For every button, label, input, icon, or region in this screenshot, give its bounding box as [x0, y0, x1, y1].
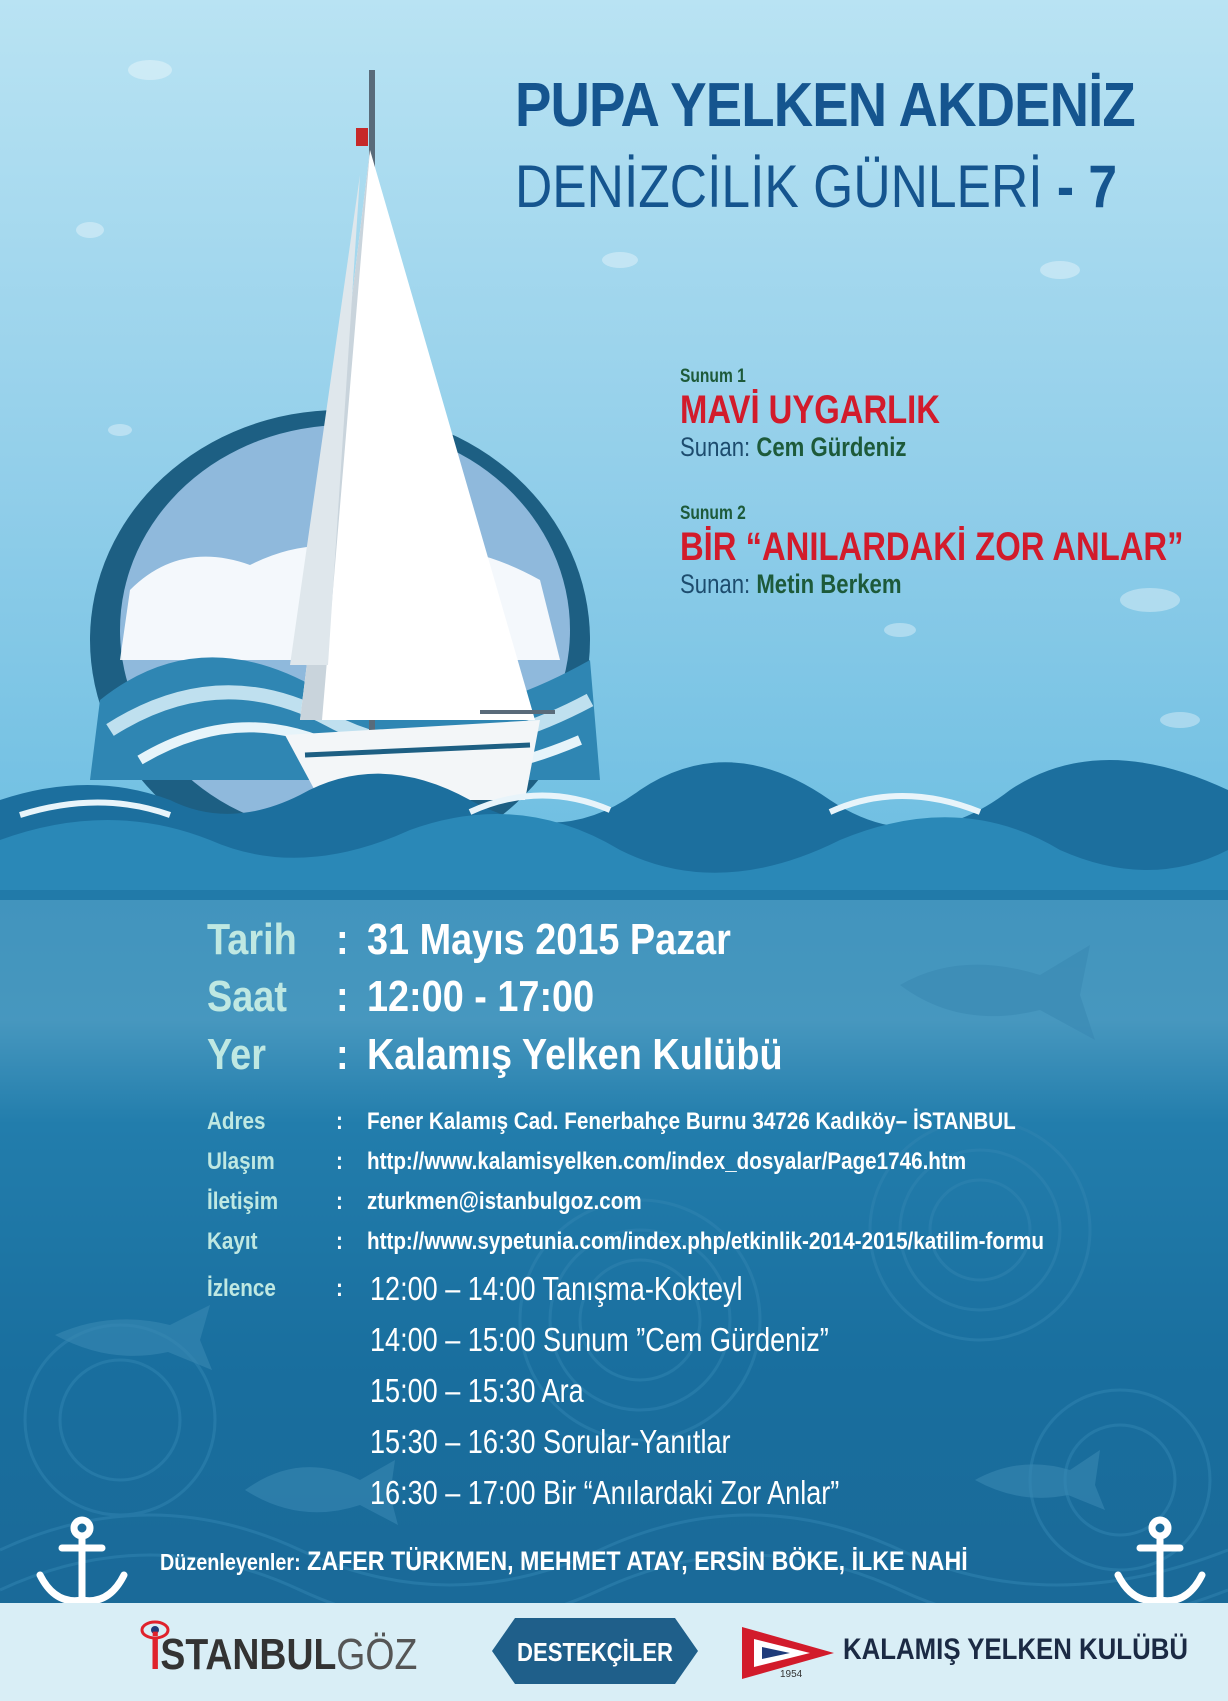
- detail-key: Adres: [207, 1108, 266, 1135]
- supporters-label: DESTEKÇİLER: [517, 1637, 673, 1667]
- detail-colon: :: [336, 1148, 343, 1175]
- detail-value: Kalamış Yelken Kulübü: [366, 1030, 783, 1079]
- detail-row-time: [207, 972, 594, 1022]
- registration-link[interactable]: http://www.sypetunia.com/index.php/etkinlik-2014-2015/katilim-formu: [366, 1228, 1045, 1255]
- detail-colon: :: [336, 1228, 343, 1255]
- detail-row-place: [207, 1030, 783, 1080]
- presenter-label: Sunan:: [680, 569, 751, 599]
- logo-goz: GÖZ: [336, 1630, 418, 1679]
- program-item: 14:00 – 15:00 Sunum ”Cem Gürdeniz”: [370, 1321, 829, 1358]
- logo-main: STANBUL: [160, 1630, 337, 1679]
- detail-key: Ulaşım: [207, 1148, 275, 1175]
- presentation-label: Sunum 1: [680, 366, 746, 387]
- club-name: KALAMIŞ YELKEN KULÜBÜ: [843, 1633, 1188, 1666]
- program-item: 15:00 – 15:30 Ara: [370, 1372, 584, 1409]
- presentation-1: [680, 366, 940, 463]
- presenter-name: Cem Gürdeniz: [756, 432, 907, 462]
- detail-row-address: [207, 1108, 1016, 1136]
- program-item: 16:30 – 17:00 Bir “Anılardaki Zor Anlar”: [370, 1474, 840, 1511]
- presenter-label: Sunan:: [680, 432, 751, 462]
- organizers-names: ZAFER TÜRKMEN, MEHMET ATAY, ERSİN BÖKE, İLKE NAHİ: [307, 1546, 968, 1576]
- detail-colon: :: [336, 972, 349, 1021]
- detail-colon: :: [336, 1275, 343, 1302]
- detail-key: Kayıt: [207, 1228, 258, 1255]
- organizers-label: Düzenleyenler:: [160, 1549, 301, 1575]
- detail-value: 31 Mayıs 2015 Pazar: [366, 915, 731, 964]
- contact-email-link[interactable]: zturkmen@istanbulgoz.com: [366, 1188, 642, 1215]
- detail-colon: :: [336, 1108, 343, 1135]
- detail-colon: :: [336, 915, 349, 964]
- istanbul-goz-logo: [150, 1630, 417, 1680]
- detail-key: İletişim: [207, 1188, 279, 1215]
- organizers: [160, 1546, 968, 1577]
- presenter-name: Metin Berkem: [756, 569, 902, 599]
- detail-row-date: [207, 915, 731, 965]
- detail-row-program: [207, 1275, 367, 1303]
- detail-key: İzlence: [207, 1275, 276, 1302]
- program-item: 12:00 – 14:00 Tanışma-Kokteyl: [370, 1270, 743, 1307]
- event-title-line2: [515, 152, 1117, 221]
- presentation-title: MAVİ UYGARLIK: [680, 388, 940, 432]
- event-title-text: DENİZCİLİK GÜNLERİ: [515, 153, 1043, 220]
- presentation-title: BİR “ANILARDAKİ ZOR ANLAR”: [680, 525, 1184, 569]
- transport-link[interactable]: http://www.kalamisyelken.com/index_dosyalar/Page1746.htm: [366, 1148, 967, 1175]
- event-number: - 7: [1056, 153, 1118, 220]
- detail-value: 12:00 - 17:00: [366, 972, 595, 1021]
- club-year: 1954: [780, 1669, 803, 1680]
- detail-key: Saat: [207, 972, 287, 1021]
- detail-row-registration: [207, 1228, 1044, 1256]
- detail-value: Fener Kalamış Cad. Fenerbahçe Burnu 34726 Kadıköy– İSTANBUL: [366, 1108, 1016, 1135]
- detail-colon: :: [336, 1188, 343, 1215]
- detail-key: Tarih: [207, 915, 297, 964]
- logo-i: İ: [150, 1630, 161, 1679]
- presentation-label: Sunum 2: [680, 503, 746, 524]
- presenter: [680, 432, 940, 463]
- detail-key: Yer: [207, 1030, 266, 1079]
- presentation-2: [680, 503, 1184, 600]
- detail-colon: :: [336, 1030, 349, 1079]
- detail-row-contact: [207, 1188, 642, 1216]
- event-title-line1: PUPA YELKEN AKDENİZ: [515, 71, 1135, 140]
- program-item: 15:30 – 16:30 Sorular-Yanıtlar: [370, 1423, 731, 1460]
- detail-row-transport: [207, 1148, 966, 1176]
- presenter: [680, 569, 1184, 600]
